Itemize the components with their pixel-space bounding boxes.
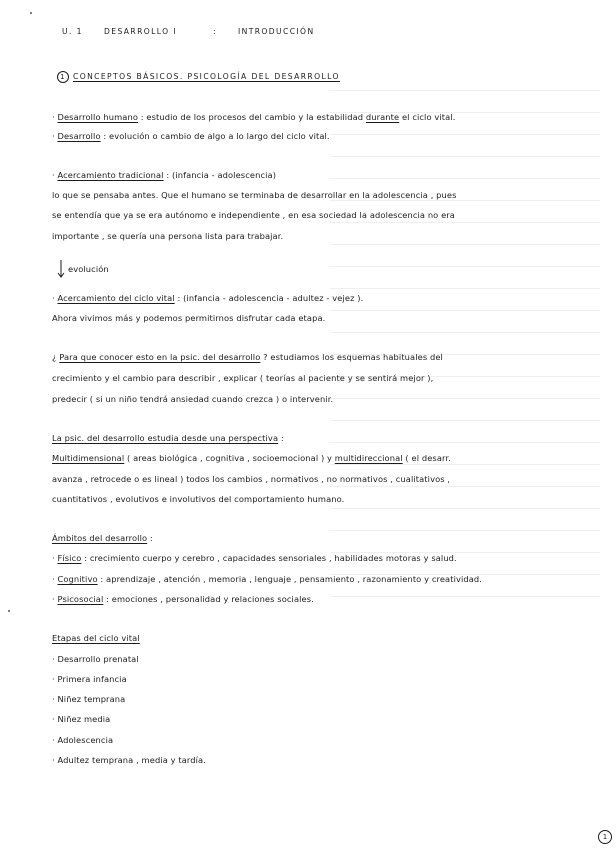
approach-label: Acercamiento tradicional xyxy=(57,170,164,180)
stage-label: Desarrollo prenatal xyxy=(57,654,139,664)
stage-item: · Niñez media xyxy=(52,714,111,724)
perspective-heading xyxy=(52,433,284,443)
definition-row: · Desarrollo : evolución o cambio de algo a lo largo del ciclo vital. xyxy=(52,131,330,141)
approach-heading: · Acercamiento tradicional : (infancia - adolescencia) xyxy=(52,170,277,180)
area-item: · Psicosocial : emociones , personalidad y relaciones sociales. xyxy=(52,594,314,604)
section-number: 1 xyxy=(57,71,69,83)
approach-range: : (infancia - adolescencia) xyxy=(166,170,277,180)
definition-term: Desarrollo xyxy=(57,131,101,141)
area-text: : aprendizaje , atención , memoria , lenguaje , pensamiento , razonamiento y creatividad. xyxy=(100,574,483,584)
definition-text: : evolución o cambio de algo a lo largo del ciclo vital. xyxy=(103,131,330,141)
area-term: Psicosocial xyxy=(57,594,104,604)
question-line xyxy=(52,352,443,362)
topic-label: INTRODUCCIÓN xyxy=(238,27,315,36)
stage-label: Adultez temprana , media y tardía. xyxy=(57,755,206,765)
stage-item: · Desarrollo prenatal xyxy=(52,654,139,664)
bleed-through-lines xyxy=(330,90,600,710)
stage-label: Niñez temprana xyxy=(57,694,126,704)
areas-title: Ámbitos del desarrollo xyxy=(52,533,148,543)
stage-label: Primera infancia xyxy=(57,674,127,684)
text-line: predecir ( si un niño tendrá ansiedad cuando crezca ) o intervenir. xyxy=(52,394,334,404)
area-text: : crecimiento cuerpo y cerebro , capacidades sensoriales , habilidades motoras y salud. xyxy=(84,553,457,563)
perspective-title: La psic. del desarrollo estudia desde una perspectiva xyxy=(52,433,279,443)
multidimensional-term: Multidimensional xyxy=(52,453,125,463)
section-title: CONCEPTOS BÁSICOS. PSICOLOGÍA DEL DESARROLLO xyxy=(73,72,340,81)
stage-item: · Niñez temprana xyxy=(52,694,126,704)
area-item: · Cognitivo : aprendizaje , atención , memoria , lenguaje , pensamiento , razonamiento y creatividad. xyxy=(52,574,483,584)
definition-term: Desarrollo humano xyxy=(57,112,138,122)
definition-emphasis: durante xyxy=(365,112,400,122)
stage-item: · Primera infancia xyxy=(52,674,127,684)
definition-text: : estudio de los procesos del cambio y la estabilidad xyxy=(140,112,364,122)
evolution-label: evolución xyxy=(68,264,109,274)
stage-item: · Adultez temprana , media y tardía. xyxy=(52,755,206,765)
perspective-end: ( el desarr. xyxy=(405,453,451,463)
header-separator: : xyxy=(213,27,217,36)
down-arrow-icon xyxy=(57,259,65,279)
area-item: · Físico : crecimiento cuerpo y cerebro , capacidades sensoriales , habilidades motoras y salud. xyxy=(52,553,457,563)
punch-mark xyxy=(8,610,10,612)
punch-mark xyxy=(30,12,32,14)
approach-heading: · Acercamiento del ciclo vital : (infancia - adolescencia - adultez - vejez ). xyxy=(52,293,364,303)
area-term: Físico xyxy=(57,553,82,563)
question-mark: ¿ xyxy=(52,352,57,362)
stage-item: · Adolescencia xyxy=(52,735,114,745)
text-line: importante , se quería una persona lista para trabajar. xyxy=(52,231,284,241)
text-line: cuantitativos , evolutivos e involutivos del comportamiento humano. xyxy=(52,494,345,504)
answer-text: ? estudiamos los esquemas habituales del xyxy=(263,352,443,362)
area-term: Cognitivo xyxy=(57,574,98,584)
subject-label: DESARROLLO I xyxy=(104,27,177,36)
text-line: se entendía que ya se era autónomo e independiente , en esa sociedad la adolescencia no era xyxy=(52,210,455,220)
text-line: Ahora vivimos más y podemos permitirnos disfrutar cada etapa. xyxy=(52,313,326,323)
areas-colon: : xyxy=(149,533,153,543)
areas-heading xyxy=(52,533,153,543)
stages-title: Etapas del ciclo vital xyxy=(52,633,140,643)
text-line: lo que se pensaba antes. Que el humano se terminaba de desarrollar en la adolescencia , pues xyxy=(52,190,457,200)
question-text: Para que conocer esto en la psic. del desarrollo xyxy=(59,352,261,362)
perspective-line xyxy=(52,453,451,463)
section-heading xyxy=(57,71,340,83)
stage-label: Niñez media xyxy=(57,714,111,724)
approach-range: : (infancia - adolescencia - adultez - vejez ). xyxy=(177,293,364,303)
stage-label: Adolescencia xyxy=(57,735,114,745)
definition-rest: el ciclo vital. xyxy=(401,112,456,122)
multidirectional-term: multidireccional xyxy=(334,453,403,463)
text-line: crecimiento y el cambio para describir , explicar ( teorías al paciente y se sentirá mejor ), xyxy=(52,373,434,383)
definition-row: · Desarrollo humano : estudio de los procesos del cambio y la estabilidad durante el ciclo vital. xyxy=(52,112,456,122)
page-number: 1 xyxy=(598,830,612,844)
perspective-colon: : xyxy=(280,433,284,443)
text-line: avanza , retrocede o es lineal ) todos los cambios , normativos , no normativos , cualitativos , xyxy=(52,474,451,484)
approach-label: Acercamiento del ciclo vital xyxy=(57,293,175,303)
unit-label: U. 1 xyxy=(62,27,83,36)
area-text: : emociones , personalidad y relaciones sociales. xyxy=(106,594,314,604)
perspective-mid: ( areas biológica , cognitiva , socioemocional ) y xyxy=(127,453,333,463)
